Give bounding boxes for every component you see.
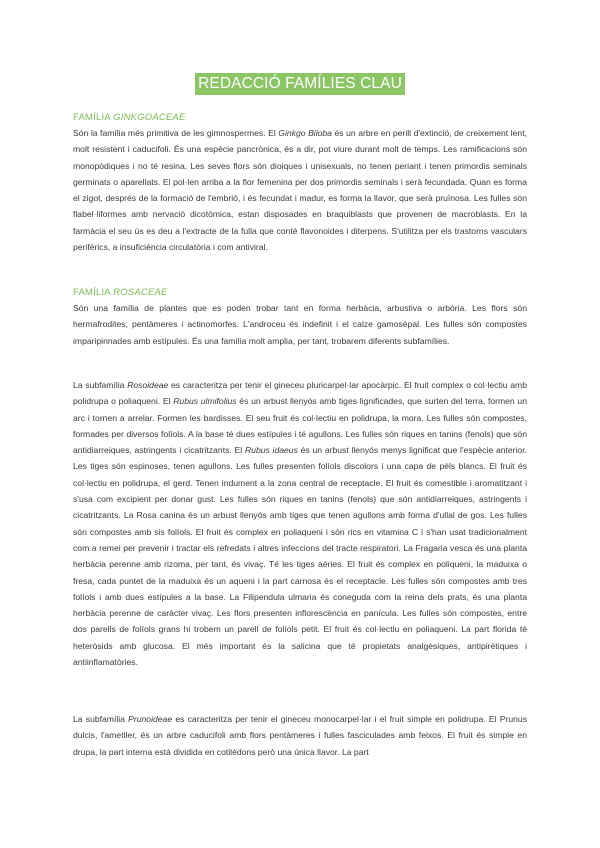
- paragraph: [73, 125, 527, 255]
- document-title: REDACCIÓ FAMÍLIES CLAU: [195, 73, 405, 95]
- section-heading-rosaceae: [73, 287, 168, 298]
- text-segment: és un arbust llenyós amb tiges lignificades, que surten del terra, formen un arc i tornen a arrelar. Formen les bardisses. El seu fruit és col·lectiu en polidrupa, la mora. Les fulles són compostes, formades per diversos folíols. A la base té dues estípules i té agullons. Les fulles són riques en tanins (fenols) que són antidiarreiques, astringents i cicatritzants. El: [73, 396, 527, 456]
- text-segment: La subfamília: [73, 380, 128, 390]
- text-segment: és un arbre en perill d'extinció, de creixement lent, molt resistent i caducifoli. És una espècie pancrònica, és a dir, pot viure durant molt de temps. Les ramificacions són monopòdiques i no té resina. Les seves flors són dioiques i unisexuals, no tenen periant i tenen primordis seminals germinats o aparellats. El pol·len arriba a la flor femenina per dos primordis seminals i serà fecundada. Quan es forma el zigot, després de la formació de l'embrió, i és fecundat i madur, es forma la llavor, que serà pruïnosa. Les fulles són flabel·liformes amb nervació dicotòmica, estan disposades en braquiblasts que provenen de macroblasts. En la farmàcia el seu ús es deu a l'extracte de la fulla que conté flavonoides i diterpens. S'utilitza per els trastorns vasculars perifèrics, a insuficiència circulatòria i com antiviral.: [73, 128, 527, 253]
- section-body-prunoideae: [73, 711, 527, 760]
- text-segment: es caracteritza per tenir el gineceu pluricarpel·lar apocàrpic. El fruit complex o col·lectiu amb polidrupa o poliaqueni. El: [73, 380, 527, 407]
- text-segment: es caracteritza per tenir el gineceu monocarpel·lar i el fruit simple en polidrupa. El Prunus dulcis, l'ametller, és un arbre caducifoli amb flors pentàmeres i fulles fasciculades amb feixos. El fruit és simple en drupa, la part interna està dividida en cotilèdons però una única llavor. La part: [73, 714, 527, 757]
- text-segment: Són una família de plantes que es poden trobar tant en forma herbàcia, arbustiva o arbòria. Les flors són hermafrodites, pentàmeres i actinomorfes. L'androceu és indefinit i el calze gamosèpal. Les fulles són compostes imparipinnades amb estípules. És una família molt amplia, per tant, trobarem diferents subfamílies.: [73, 303, 527, 346]
- species-name: Rosoideae: [127, 380, 169, 390]
- species-name: Rubus ulmifolius: [173, 396, 237, 407]
- paragraph: [73, 711, 527, 760]
- species-name: Prunoideae: [128, 714, 173, 724]
- species-name: Rubus idaeus: [244, 445, 298, 456]
- heading-prefix: FAMÍLIA: [73, 112, 114, 123]
- heading-family-name: GINKGOACEAE: [113, 112, 186, 123]
- heading-prefix: FAMÍLIA: [73, 287, 114, 298]
- text-segment: Són la família més primitiva de les gimnospermes. El: [73, 128, 279, 138]
- section-body-rosaceae-intro: [73, 300, 527, 349]
- paragraph: [73, 300, 527, 349]
- section-body-rosoideae: [73, 377, 527, 670]
- heading-family-name: ROSACEAE: [113, 287, 168, 298]
- section-heading-ginkgoaceae: [73, 112, 186, 123]
- section-body-ginkgoaceae: [73, 125, 527, 255]
- paragraph: [73, 377, 527, 670]
- text-segment: La subfamília: [73, 714, 129, 724]
- title-wrapper: [0, 73, 600, 95]
- text-segment: és un arbust llenyós menys lignificat que l'espècie anterior. Les tiges són espinoses, tenen agullons. Les fulles presenten folíols discolors i una capa de pèls blancs. El fruit és col·lectiu en polidrupa, el gerd. Tenen indument a la zona central de receptacle. El fruit és comestible i aromatitzant i s'usa com excipient per donar gust. Les fulles són riques en tanins (fenols) que són antidiarreiques, astringents i cicatritzants. La Rosa canina és un arbust llenyós amb tiges que tenen agullons amb forma d'ullal de gos. Les fulles són compostes amb sis folíols. El fruit és complex en poliaqueni i són rics en vitamina C i s'han usat tradicionalment com a remei per prevenir i tractar els refredats i altres infeccions del tracte respiratori. La Fragaria vesca és una planta herbàcia perenne amb rizoma, per tant, és vivaç. Té les tiges aèries. El fruit és complex en poliqueni, la maduixa o fresa, cada puntet de la maduixa és un aqueni i la part carnosa és el receptacle. Les fulles són compostes amb tres folíols i amb dues estípules a la base. La Filipendula ulmaria és coneguda com la reina dels prats, és una planta herbàcia perenne de caràcter vivaç. Les flors presenten inflorescència en panícula. Les fulles són compostes, entre dos parells de folíols grans hi trobem un parell de folíols petit. El fruit és col·lectiu en poliaqueni. La part florida té heteròsids amb glucosa. El més important és la salicina que té propietats analgèsiques, antipirètiques i antiinflamatòries.: [73, 445, 527, 668]
- species-name: Ginkgo Biloba: [278, 128, 332, 138]
